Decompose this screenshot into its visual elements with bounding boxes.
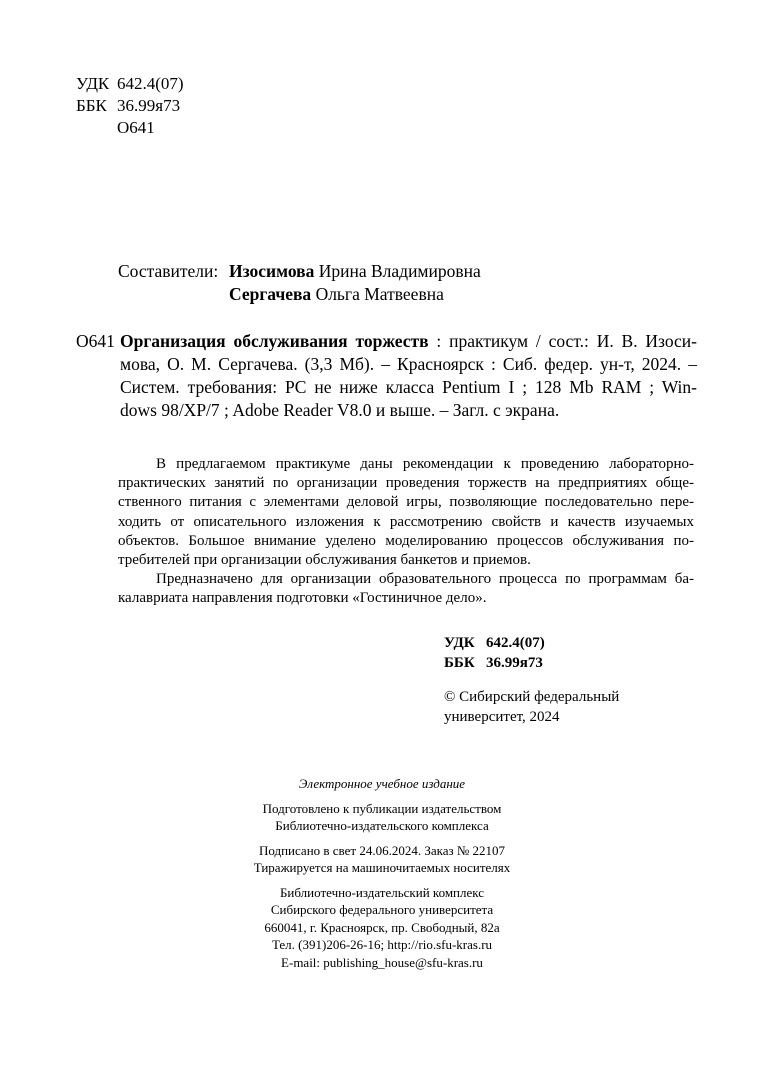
bbk-row: [76, 95, 184, 117]
publisher-email: E-mail: publishing_house@sfu-kras.ru: [281, 954, 483, 970]
biblio-line: мова, О. М. Сергачева. (3,3 Мб). – Красноярск : Сиб. федер. ун-т, 2024. –: [120, 354, 697, 374]
abstract-line: требителей при организации обслуживания банкетов и приемов.: [118, 552, 531, 569]
compilers-block: [118, 260, 481, 306]
abstract-line: практических занятий по организации проведения торжеств на предприятиях обще-: [118, 475, 694, 492]
bbk-label: ББК: [444, 654, 475, 671]
imprint-line: Библиотечно-издательского комплекса: [275, 818, 489, 833]
udk-value: 642.4(07): [486, 635, 545, 651]
copyright-line: университет, 2024: [444, 708, 560, 725]
bibliographic-description: [76, 330, 697, 422]
abstract-line: ходить от описательного изложения к рассмотрению свойств и качеств изучаемых: [118, 513, 694, 530]
compiler-surname: Сергачева: [229, 284, 312, 304]
abstract: [118, 455, 694, 609]
bbk-value: 36.99я73: [117, 96, 181, 115]
udk-label: УДК: [76, 74, 110, 93]
author-sign-row: [76, 117, 184, 139]
biblio-line: [76, 330, 697, 353]
udk-value: 642.4(07): [117, 74, 184, 93]
abstract-line: ственного питания с элементами деловой игры, позволяющие последовательно пере-: [118, 494, 694, 511]
udk-row: [444, 634, 545, 654]
imprint-line: Подготовлено к публикации издательством: [262, 800, 502, 816]
classification-codes-top: [76, 73, 184, 139]
abstract-line: объектов. Большое внимание уделено моделированию процессов обслуживания по-: [118, 532, 694, 549]
abstract-line: Предназначено для организации образовательного процесса по программам ба-: [156, 571, 694, 588]
imprint-block: [0, 775, 764, 971]
compiler-row: [118, 260, 481, 283]
copyright-line: © Сибирский федеральный: [444, 689, 620, 705]
abstract-line: В предлагаемом практикуме даны рекомендации к проведению лабораторно-: [156, 456, 694, 472]
imprint-line: Подписано в свет 24.06.2024. Заказ № 22107: [258, 842, 506, 858]
author-sign: О641: [117, 118, 155, 137]
author-sign: О641: [76, 331, 115, 351]
bbk-row: [444, 654, 545, 674]
biblio-text: : практикум / сост.: И. В. Изоси-: [428, 331, 697, 351]
book-title: Организация обслуживания торжеств: [120, 331, 429, 351]
compiler-surname: Изосимова: [229, 261, 315, 281]
compilers-role: Составители:: [118, 261, 219, 281]
udk-label: УДК: [444, 635, 475, 651]
udk-row: [76, 73, 184, 95]
publisher-phone: Тел. (391)206-26-16; http://rio.sfu-kras.ru: [271, 937, 493, 952]
abstract-line: калавриата направления подготовки «Гостиничное дело».: [118, 590, 487, 607]
imprint-line: Сибирского федерального университета: [270, 902, 494, 917]
biblio-line: Систем. требования: PC не ниже класса Pentium I ; 128 Mb RAM ; Win-: [120, 377, 697, 397]
classification-codes-bottom: [444, 634, 545, 673]
publisher-address: 660041, г. Красноярск, пр. Свободный, 82а: [264, 919, 500, 935]
edition-type: Электронное учебное издание: [298, 776, 466, 791]
compiler-row: [118, 283, 481, 306]
bbk-label: ББК: [76, 96, 107, 115]
bbk-value: 36.99я73: [486, 654, 543, 671]
compiler-name: Ирина Владимировна: [318, 261, 481, 281]
copyright-notice: [444, 688, 619, 727]
imprint-line: Библиотечно-издательский комплекс: [279, 884, 485, 900]
biblio-line: dows 98/XP/7 ; Adobe Reader V8.0 и выше. – Загл. с экрана.: [120, 400, 560, 420]
compiler-name: Ольга Матвеевна: [315, 284, 444, 304]
imprint-line: Тиражируется на машиночитаемых носителях: [253, 860, 511, 875]
